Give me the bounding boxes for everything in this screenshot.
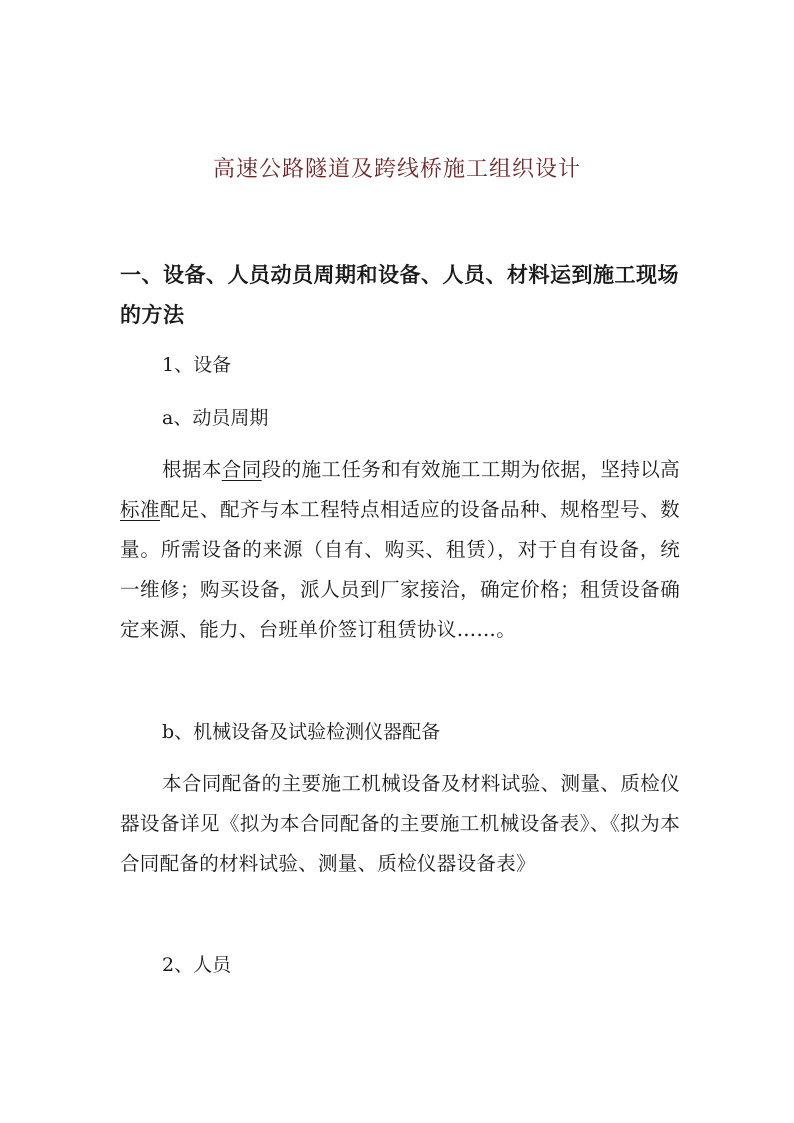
subsection-label-personnel: 2、人员 <box>162 954 232 976</box>
section-heading: 一、设备、人员动员周期和设备、人员、材料运到施工现场的方法 <box>120 262 679 327</box>
item-label-mobilization-period: a、动员周期 <box>162 407 269 429</box>
document-title: 高速公路隧道及跨线桥施工组织设计 <box>212 157 581 182</box>
paragraph-equipment-config: 本合同配备的主要施工机械设备及材料试验、测量、质检仪器设备详见《拟为本合同配备的主要施工机械设备表》、《拟为本合同配备的材料试验、测量、质检仪器设备表》 <box>120 772 680 875</box>
item-label-equipment-config: b、机械设备及试验检测仪器配备 <box>162 721 441 743</box>
paragraph-text: 根据本 <box>162 458 222 481</box>
subsection-label-equipment: 1、设备 <box>162 354 232 376</box>
paragraph-text: 配足、配齐与本工程特点相适应的设备品种、规格型号、数量。所需设备的来源（自有、购买、租赁），对于自有设备，统一维修；购买设备，派人员到厂家接洽，确定价格；租赁设备确定来源、能力、台班单价签订租赁协议……。 <box>120 498 680 641</box>
paragraph-mobilization <box>120 450 680 650</box>
underlined-term-standard: 标准 <box>120 498 161 521</box>
underlined-term-contract: 合同 <box>221 458 262 481</box>
paragraph-text: 段的施工任务和有效施工工期为依据，坚持以高 <box>261 458 680 481</box>
